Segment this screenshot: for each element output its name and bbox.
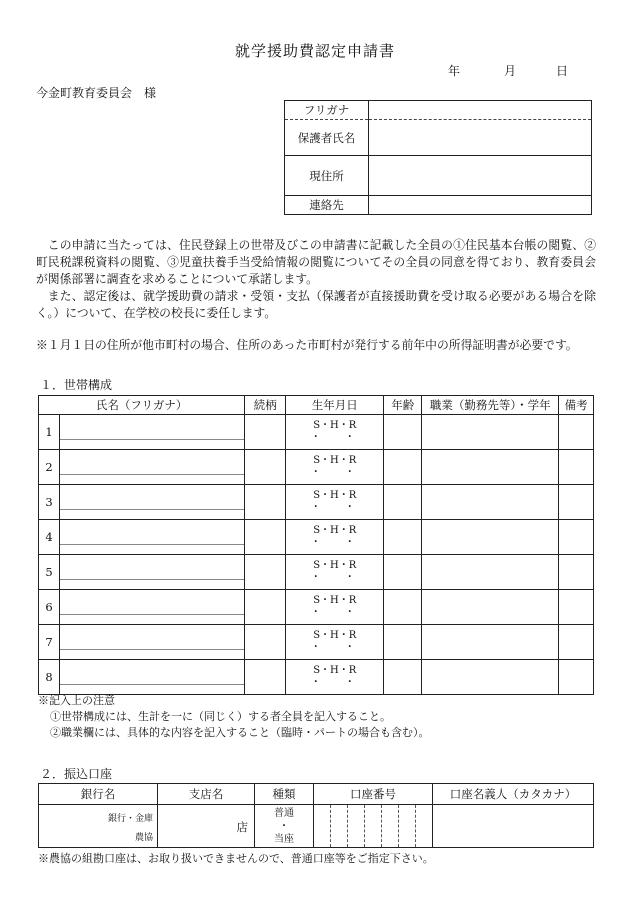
digit-box[interactable] xyxy=(398,805,415,847)
date-year-label: 年 xyxy=(448,64,461,78)
remarks-field[interactable] xyxy=(559,415,594,450)
col-occupation: 職業（勤務先等）・学年 xyxy=(422,396,559,415)
remarks-field[interactable] xyxy=(559,520,594,555)
member-furigana-line[interactable] xyxy=(60,599,244,615)
relation-field[interactable] xyxy=(245,415,286,450)
era-options: S・H・R xyxy=(313,490,357,501)
member-furigana-line[interactable] xyxy=(60,669,244,685)
era-options: S・H・R xyxy=(313,455,357,466)
row-number: 2 xyxy=(39,450,60,485)
age-field[interactable] xyxy=(384,450,422,485)
member-furigana-line[interactable] xyxy=(60,494,244,510)
relation-field[interactable] xyxy=(245,450,286,485)
col-branch: 支店名 xyxy=(158,784,255,805)
digit-box[interactable] xyxy=(381,805,398,847)
remarks-field[interactable] xyxy=(559,555,594,590)
account-table xyxy=(38,783,594,848)
consent-paragraph-1: この申請に当たっては、住民登録上の世帯及びこの申請書に記載した全員の①住民基本台帳の閲覧、②町民税課税資料の閲覧、③児童扶養手当受給情報の閲覧についてその全員の同意を得ており、教育委員会が関係部署に調査を求めることについて承諾します。 xyxy=(36,238,596,286)
relation-field[interactable] xyxy=(245,555,286,590)
date-dots: ・・ xyxy=(310,537,379,548)
birthdate-field[interactable] xyxy=(286,555,384,590)
occupation-field[interactable] xyxy=(422,450,559,485)
row-number: 3 xyxy=(39,485,60,520)
applicant-table xyxy=(284,100,592,215)
occupation-field[interactable] xyxy=(422,660,559,695)
household-row xyxy=(39,660,594,695)
member-name-field[interactable] xyxy=(60,520,245,555)
branch-field[interactable] xyxy=(158,805,255,848)
col-birthdate: 生年月日 xyxy=(286,396,384,415)
remarks-field[interactable] xyxy=(559,450,594,485)
col-account-holder: 口座名義人（カタカナ） xyxy=(433,784,594,805)
member-name-field[interactable] xyxy=(60,660,245,695)
income-certificate-note: ※１月１日の住所が他市町村の場合、住所のあった市町村が発行する前年中の所得証明書が必要です。 xyxy=(36,338,578,352)
col-bank-name: 銀行名 xyxy=(39,784,158,805)
guardian-name-field[interactable] xyxy=(369,120,592,156)
era-options: S・H・R xyxy=(313,665,357,676)
date-dots: ・・ xyxy=(310,467,379,478)
remarks-field[interactable] xyxy=(559,625,594,660)
date-dots: ・・ xyxy=(310,607,379,618)
entry-note-1: ①世帯構成には、生計を一に（同じく）する者全員を記入すること。 xyxy=(50,710,391,723)
remarks-field[interactable] xyxy=(559,660,594,695)
household-row xyxy=(39,520,594,555)
form-title: 就学援助費認定申請書 xyxy=(234,42,395,60)
digit-box[interactable] xyxy=(330,805,347,847)
age-field[interactable] xyxy=(384,485,422,520)
age-field[interactable] xyxy=(384,660,422,695)
age-field[interactable] xyxy=(384,520,422,555)
relation-field[interactable] xyxy=(245,485,286,520)
remarks-field[interactable] xyxy=(559,485,594,520)
account-number-field[interactable] xyxy=(314,805,433,848)
household-table xyxy=(38,395,594,695)
age-field[interactable] xyxy=(384,590,422,625)
household-row xyxy=(39,555,594,590)
birthdate-field[interactable] xyxy=(286,520,384,555)
row-number: 4 xyxy=(39,520,60,555)
age-field[interactable] xyxy=(384,415,422,450)
member-furigana-line[interactable] xyxy=(60,634,244,650)
era-options: S・H・R xyxy=(313,630,357,641)
birthdate-field[interactable] xyxy=(286,590,384,625)
occupation-field[interactable] xyxy=(422,485,559,520)
remarks-field[interactable] xyxy=(559,590,594,625)
row-number: 5 xyxy=(39,555,60,590)
row-number: 7 xyxy=(39,625,60,660)
row-number: 1 xyxy=(39,415,60,450)
col-account-number: 口座番号 xyxy=(314,784,433,805)
occupation-field[interactable] xyxy=(422,590,559,625)
account-type-field[interactable] xyxy=(255,805,314,848)
era-options: S・H・R xyxy=(313,420,357,431)
member-furigana-line[interactable] xyxy=(60,424,244,440)
age-field[interactable] xyxy=(384,555,422,590)
consent-text xyxy=(36,237,596,322)
era-options: S・H・R xyxy=(313,525,357,536)
household-row xyxy=(39,485,594,520)
occupation-field[interactable] xyxy=(422,555,559,590)
relation-field[interactable] xyxy=(245,625,286,660)
furigana-field[interactable] xyxy=(369,101,592,120)
type-current: 当座 xyxy=(274,833,294,845)
member-name-field[interactable] xyxy=(60,625,245,660)
era-options: S・H・R xyxy=(313,560,357,571)
date-day-label: 日 xyxy=(556,64,569,78)
entry-note-2: ②職業欄には、具体的な内容を記入すること（臨時・パートの場合も含む）。 xyxy=(50,726,430,739)
birthdate-field[interactable] xyxy=(286,625,384,660)
digit-box[interactable] xyxy=(415,805,432,847)
occupation-field[interactable] xyxy=(422,625,559,660)
household-row xyxy=(39,590,594,625)
date-dots: ・・ xyxy=(310,432,379,443)
age-field[interactable] xyxy=(384,625,422,660)
date-dots: ・・ xyxy=(310,677,379,688)
occupation-field[interactable] xyxy=(422,520,559,555)
member-name-field[interactable] xyxy=(60,415,245,450)
row-number: 8 xyxy=(39,660,60,695)
contact-label: 連絡先 xyxy=(285,196,369,215)
addressee: 今金町教育委員会 様 xyxy=(36,86,157,100)
col-name: 氏名（フリガナ） xyxy=(39,396,245,415)
account-note: ※農協の組勘口座は、お取り扱いできませんので、普通口座等をご指定下さい。 xyxy=(38,852,434,865)
col-age: 年齢 xyxy=(384,396,422,415)
account-holder-field[interactable] xyxy=(433,805,594,848)
digit-box[interactable] xyxy=(314,805,330,847)
member-furigana-line[interactable] xyxy=(60,459,244,475)
date-dots: ・・ xyxy=(310,642,379,653)
address-label: 現住所 xyxy=(285,156,369,196)
birthdate-field[interactable] xyxy=(286,415,384,450)
date-month-label: 月 xyxy=(504,64,517,78)
type-separator: ・ xyxy=(279,820,289,832)
member-name-field[interactable] xyxy=(60,555,245,590)
account-section-title: ２．振込口座 xyxy=(40,767,113,781)
entry-notes-heading: ※記入上の注意 xyxy=(38,694,115,707)
date-dots: ・・ xyxy=(310,502,379,513)
address-field[interactable] xyxy=(369,156,592,196)
guardian-name-label: 保護者氏名 xyxy=(285,120,369,156)
relation-field[interactable] xyxy=(245,660,286,695)
member-name-field[interactable] xyxy=(60,590,245,625)
digit-box[interactable] xyxy=(347,805,364,847)
household-row xyxy=(39,450,594,485)
household-row xyxy=(39,625,594,660)
birthdate-field[interactable] xyxy=(286,450,384,485)
member-name-field[interactable] xyxy=(60,450,245,485)
member-furigana-line[interactable] xyxy=(60,564,244,580)
birthdate-field[interactable] xyxy=(286,660,384,695)
relation-field[interactable] xyxy=(245,520,286,555)
bank-type-line2: 農協 xyxy=(134,833,153,843)
birthdate-field[interactable] xyxy=(286,485,384,520)
row-number: 6 xyxy=(39,590,60,625)
occupation-field[interactable] xyxy=(422,415,559,450)
relation-field[interactable] xyxy=(245,590,286,625)
consent-paragraph-2: また、認定後は、就学援助費の請求・受領・支払（保護者が直接援助費を受け取る必要がある場合を除く。）について、在学校の校長に委任します。 xyxy=(36,289,596,320)
bank-name-field[interactable] xyxy=(39,805,158,848)
furigana-label: フリガナ xyxy=(285,101,369,120)
col-remarks: 備考 xyxy=(559,396,594,415)
entry-notes xyxy=(38,693,430,741)
contact-field[interactable] xyxy=(369,196,592,215)
member-furigana-line[interactable] xyxy=(60,529,244,545)
branch-suffix: 店 xyxy=(236,820,248,834)
col-relation: 続柄 xyxy=(245,396,286,415)
household-section-title: １．世帯構成 xyxy=(40,378,113,392)
type-ordinary: 普通 xyxy=(274,807,294,819)
date-dots: ・・ xyxy=(310,572,379,583)
digit-box[interactable] xyxy=(364,805,381,847)
era-options: S・H・R xyxy=(313,595,357,606)
member-name-field[interactable] xyxy=(60,485,245,520)
household-row xyxy=(39,415,594,450)
bank-type-line1: 銀行・金庫 xyxy=(107,814,153,824)
col-account-type: 種類 xyxy=(255,784,314,805)
